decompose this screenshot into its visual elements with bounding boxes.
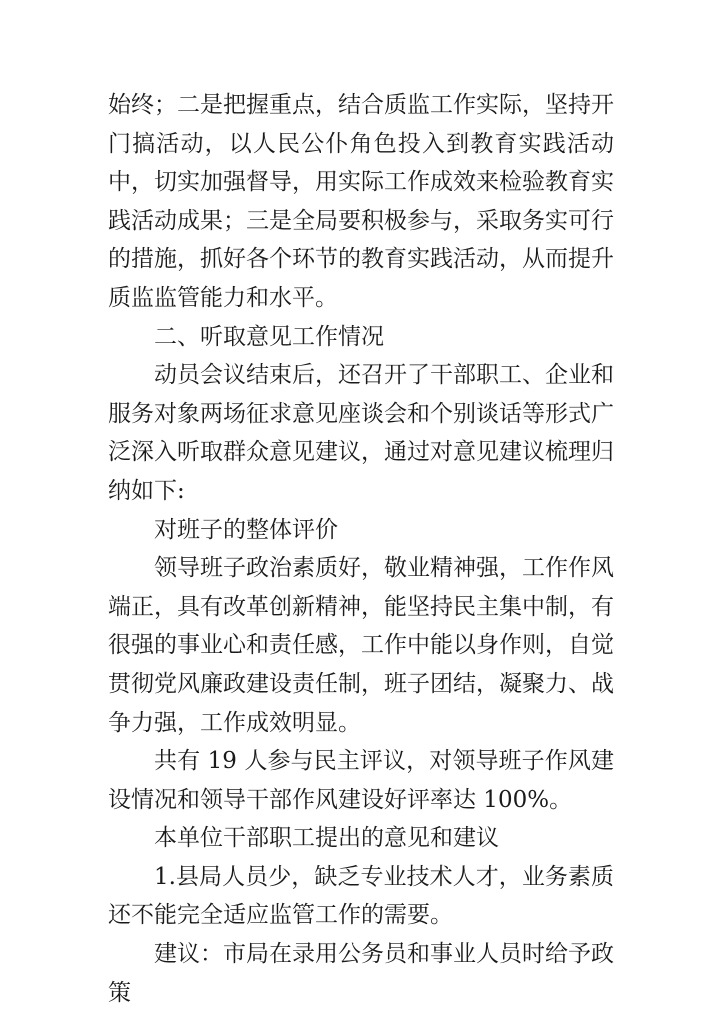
document-body <box>108 86 614 1012</box>
paragraph-continuation: 始终；二是把握重点，结合质监工作实际，坚持开门搞活动，以人民公仆角色投入到教育实践活动中，切实加强督导，用实际工作成效来检验教育实践活动成果；三是全局要积极参与，采取务实可行的措施，抓好各个环节的教育实践活动，从而提升质监监管能力和水平。 <box>108 92 614 311</box>
paragraph-leadership-quality: 领导班子政治素质好，敬业精神强，工作作风端正，具有改革创新精神，能坚持民主集中制，有很强的事业心和责任感，工作中能以身作则，自觉贯彻党风廉政建设责任制，班子团结，凝聚力、战争力强，工作成效明显。 <box>108 555 614 736</box>
section-heading-listening-opinions: 二、听取意见工作情况 <box>154 323 384 350</box>
subheading-team-evaluation: 对班子的整体评价 <box>154 516 338 543</box>
paragraph-mobilization-meeting: 动员会议结束后，还召开了干部职工、企业和服务对象两场征求意见座谈会和个别谈话等形式广泛深入听取群众意见建议，通过对意见建议梳理归纳如下: <box>108 362 614 504</box>
paragraph-suggestion: 建议：市局在录用公务员和事业人员时给予政策 <box>108 941 614 1006</box>
paragraph-democratic-review: 共有 19 人参与民主评议，对领导班子作风建设情况和领导干部作风建设好评率达 100%。 <box>108 748 614 813</box>
paragraph-issue-1: 1.县局人员少，缺乏专业技术人才，业务素质还不能完全适应监管工作的需要。 <box>108 863 614 929</box>
subheading-staff-suggestions: 本单位干部职工提出的意见和建议 <box>154 825 499 852</box>
